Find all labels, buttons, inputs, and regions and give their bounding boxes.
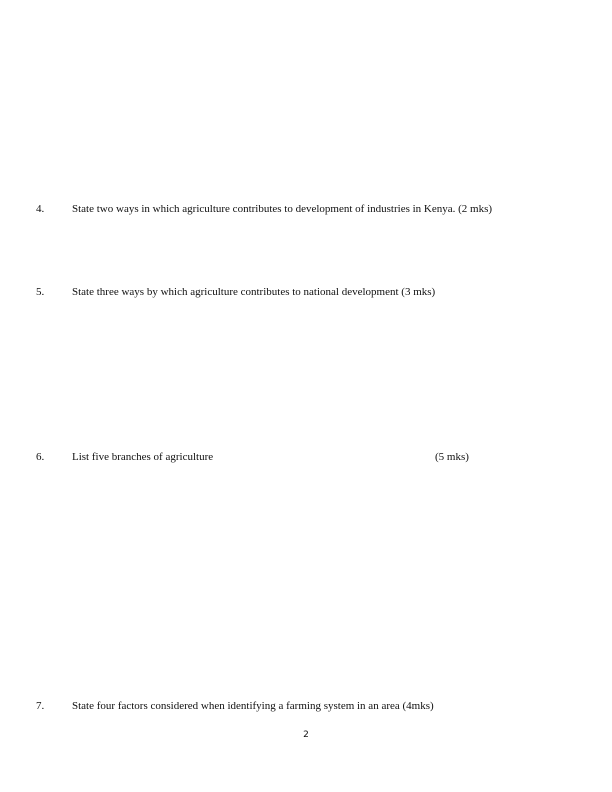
question-text: State two ways in which agriculture contributes to development of industries in Kenya. (2 mks) [72,203,493,215]
question-text: State four factors considered when identifying a farming system in an area (4mks) [72,700,434,712]
question-number: 5. [36,286,45,298]
question-5 [0,284,612,300]
question-number: 7. [36,700,45,712]
question-number: 6. [36,451,45,463]
question-number: 4. [36,203,45,215]
page-number: 2 [303,730,309,740]
question-6 [0,449,612,465]
question-4 [0,201,612,217]
question-marks: (5 mks) [435,451,469,463]
question-text: List five branches of agriculture [72,451,214,463]
question-7 [0,698,612,714]
question-text: State three ways by which agriculture contributes to national development (3 mks) [72,286,436,298]
